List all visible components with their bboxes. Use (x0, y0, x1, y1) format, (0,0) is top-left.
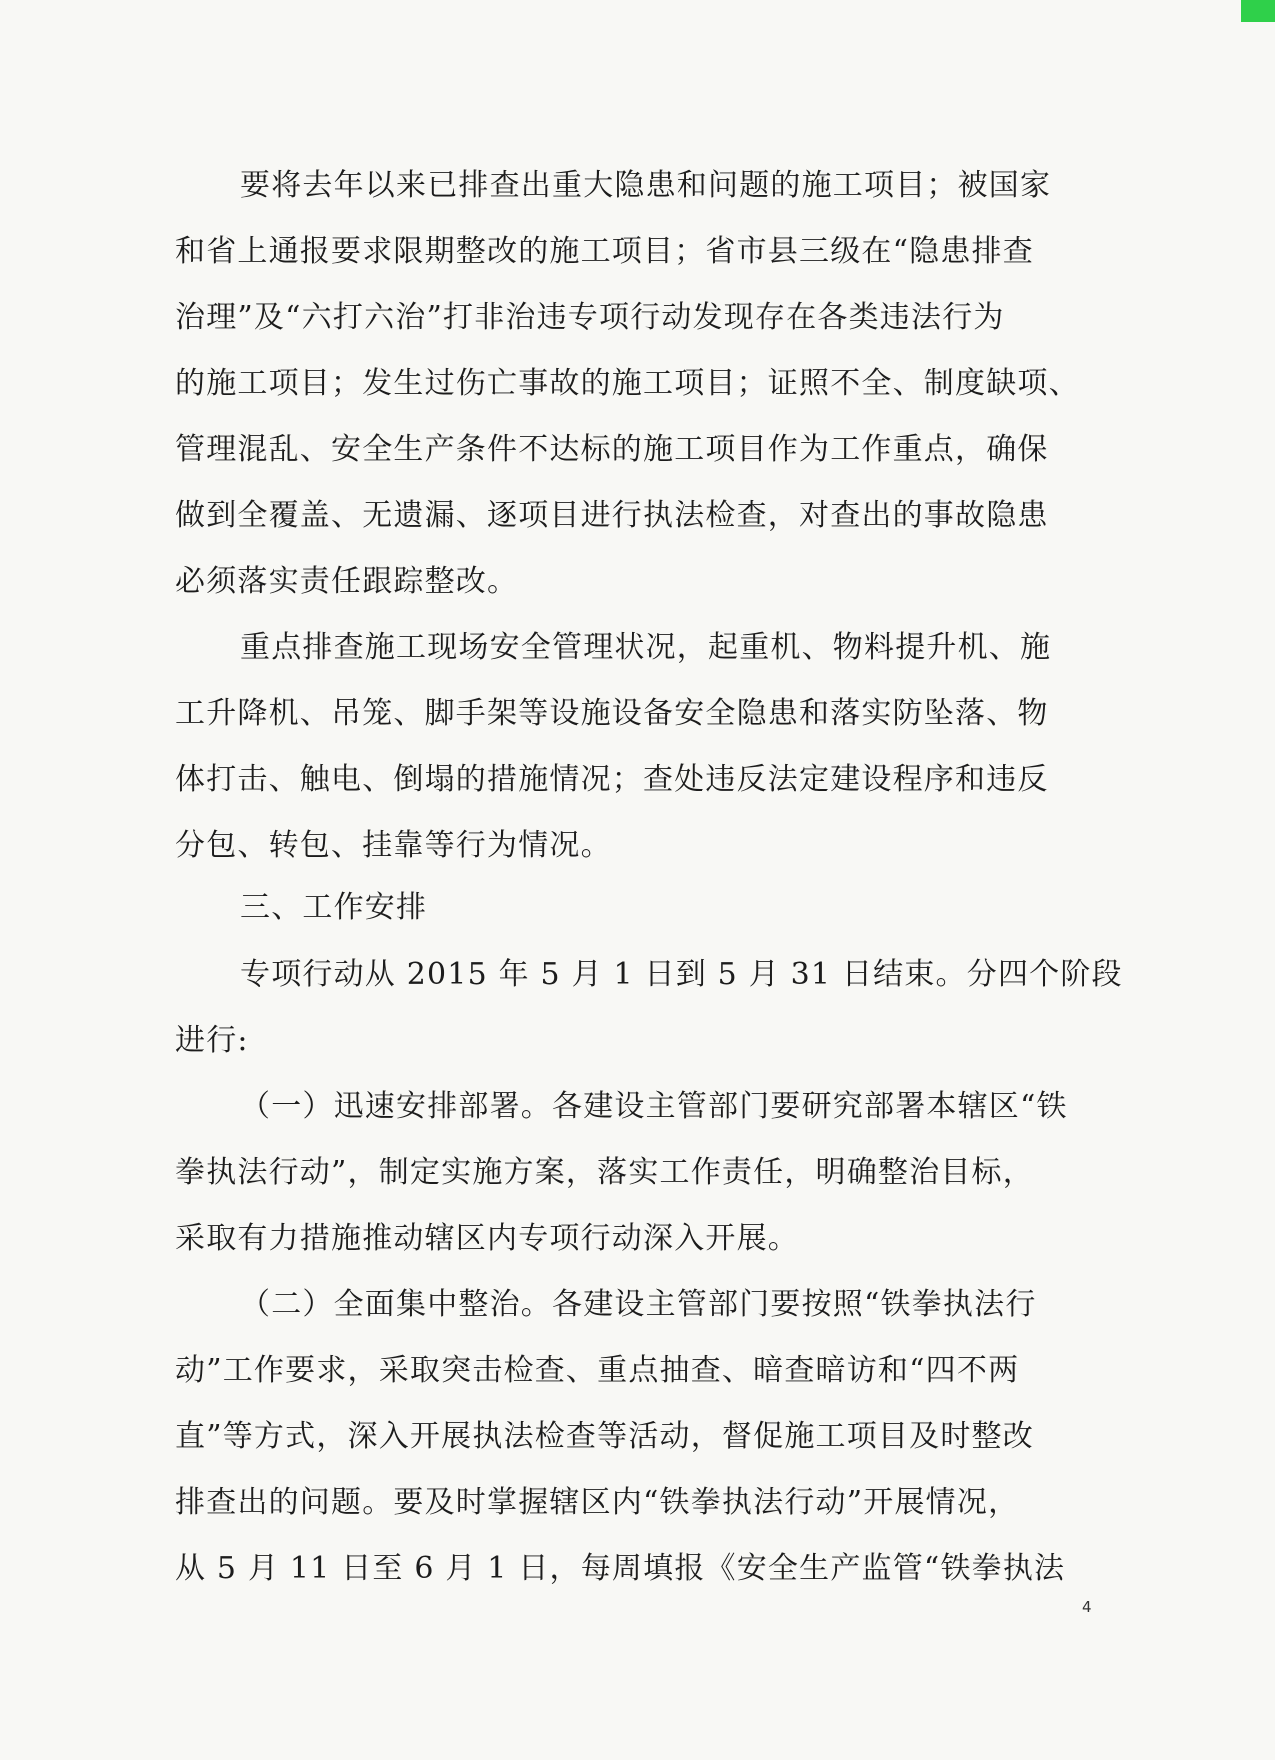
text-line: 重点排查施工现场安全管理状况，起重机、物料提升机、施 (240, 630, 1052, 665)
text-line: 做到全覆盖、无遗漏、逐项目进行执法检查，对查出的事故隐患 (175, 498, 1049, 533)
text-line: （二）全面集中整治。各建设主管部门要按照“铁拳执法行 (240, 1287, 1037, 1322)
page-number: 4 (1082, 1598, 1092, 1616)
text-line: 治理”及“六打六治”打非治违专项行动发现存在各类违法行为 (175, 300, 1005, 335)
text-line: 动”工作要求，采取突击检查、重点抽查、暗查暗访和“四不两 (175, 1353, 1020, 1388)
text-line: 分包、转包、挂靠等行为情况。 (175, 828, 612, 863)
text-line: 专项行动从 2015 年 5 月 1 日到 5 月 31 日结束。分四个阶段 (240, 957, 1123, 992)
text-line: 进行: (175, 1023, 249, 1058)
text-line: 和省上通报要求限期整改的施工项目；省市县三级在“隐患排查 (175, 234, 1034, 269)
text-line: 排查出的问题。要及时掌握辖区内“铁拳执法行动”开展情况， (175, 1485, 1020, 1520)
text-line: 体打击、触电、倒塌的措施情况；查处违反法定建设程序和违反 (175, 762, 1049, 797)
section-heading: 三、工作安排 (240, 890, 428, 925)
text-line: 必须落实责任跟踪整改。 (175, 564, 519, 599)
text-line: （一）迅速安排部署。各建设主管部门要研究部署本辖区“铁 (240, 1089, 1068, 1124)
text-line: 的施工项目；发生过伤亡事故的施工项目；证照不全、制度缺项、 (175, 366, 1080, 401)
text-line: 工升降机、吊笼、脚手架等设施设备安全隐患和落实防坠落、物 (175, 696, 1049, 731)
text-line: 管理混乱、安全生产条件不达标的施工项目作为工作重点，确保 (175, 432, 1049, 467)
text-line: 从 5 月 11 日至 6 月 1 日，每周填报《安全生产监管“铁拳执法 (175, 1551, 1066, 1586)
corner-color-mark (1241, 0, 1275, 22)
text-line: 拳执法行动”，制定实施方案，落实工作责任，明确整治目标， (175, 1155, 1034, 1190)
text-line: 直”等方式，深入开展执法检查等活动，督促施工项目及时整改 (175, 1419, 1034, 1454)
text-line: 要将去年以来已排查出重大隐患和问题的施工项目；被国家 (240, 168, 1052, 203)
text-line: 采取有力措施推动辖区内专项行动深入开展。 (175, 1221, 799, 1256)
